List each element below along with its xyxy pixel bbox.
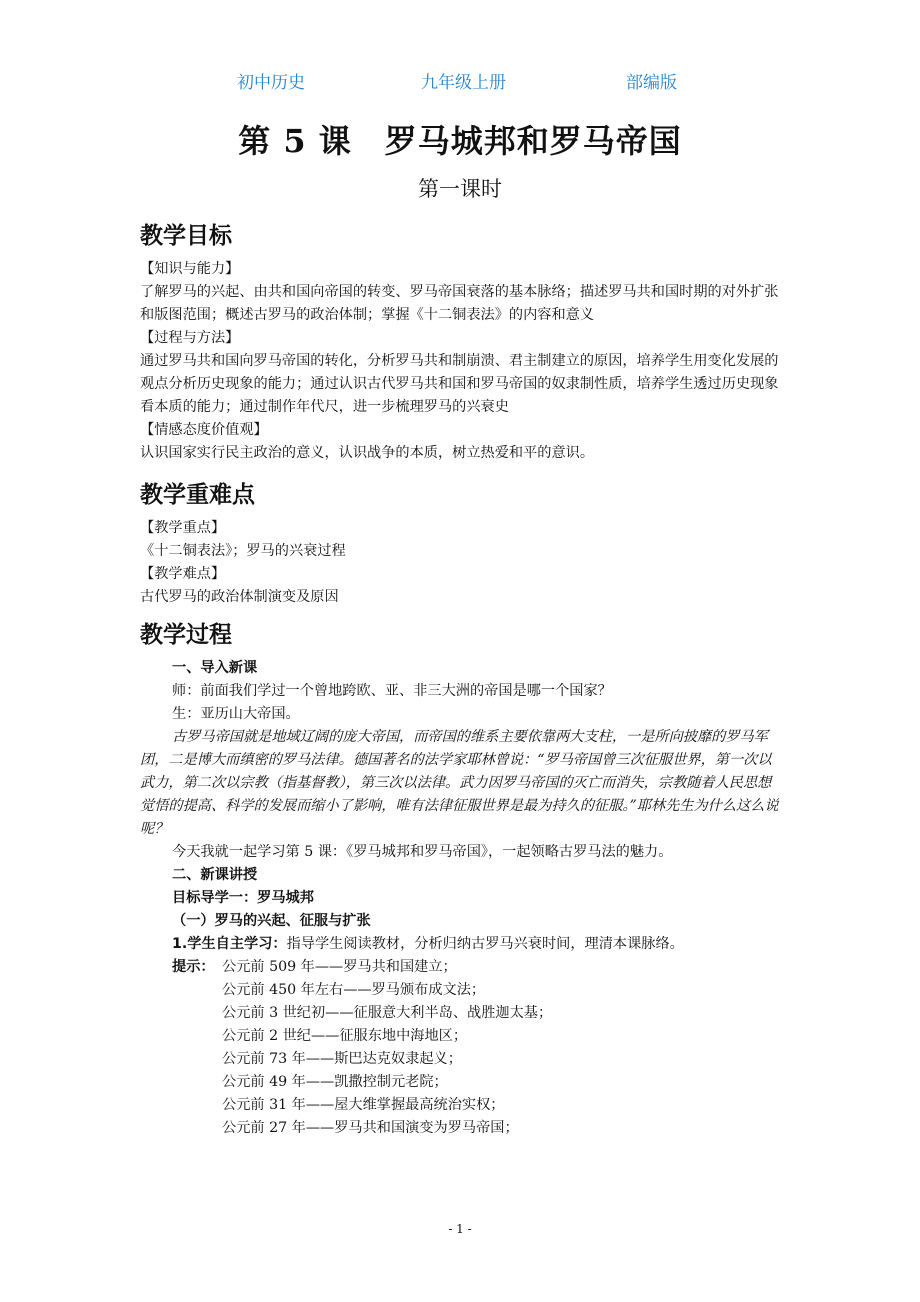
lesson-subtitle: 第一课时: [418, 177, 502, 201]
key-label: 【教学重点】: [140, 520, 226, 536]
intro-paragraph: 古罗马帝国就是地域辽阔的庞大帝国，而帝国的维系主要依靠两大支柱，一是所向披靡的罗马军团，二是博大而缜密的罗马法律。德国著名的法学家耶林曾说：“罗马帝国曾三次征服世界，第一次以武力，第二次以宗教（指基督教），第三次以法律。武力因罗马帝国的灭亡而消失，宗教随着人民思想觉悟的提高、科学的发展而缩小了影响，唯有法律征服世界是最为持久的征服。”耶林先生为什么这么说呢？: [140, 729, 779, 837]
student-line: 生：亚历山大帝国。: [172, 706, 300, 722]
emotion-label: 【情感态度价值观】: [140, 422, 268, 438]
emotion-text: 认识国家实行民主政治的意义，认识战争的本质，树立热爱和平的意识。: [140, 445, 595, 461]
key-text: 《十二铜表法》；罗马的兴衰过程: [140, 543, 346, 559]
key-points-heading: 教学重难点: [140, 482, 255, 508]
part1-title: 一、导入新课: [172, 660, 258, 676]
tip-label: 提示：: [172, 959, 215, 975]
header-subject: 初中历史: [237, 73, 305, 93]
header-grade: 九年级上册: [421, 73, 506, 93]
lesson-title: 第 5 课 罗马城邦和罗马帝国: [238, 122, 682, 160]
page-number: - 1 -: [448, 1222, 472, 1236]
part2-title: 二、新课讲授: [172, 867, 258, 883]
timeline-item: 公元前 73 年——斯巴达克奴隶起义；: [222, 1051, 462, 1067]
document-body: [140, 214, 780, 1140]
sub1-title: （一）罗马的兴起、征服与扩张: [172, 913, 371, 929]
header-edition: 部编版: [626, 73, 677, 93]
process-heading: 教学过程: [140, 622, 232, 648]
process-text: 通过罗马共和国向罗马帝国的转化，分析罗马共和制崩溃、君主制建立的原因，培养学生用变化发展的观点分析历史现象的能力；通过认识古代罗马共和国和罗马帝国的奴隶制性质，培养学生透过历史现象看本质的能力；通过制作年代尺，进一步梳理罗马的兴衰史: [140, 353, 779, 415]
knowledge-text: 了解罗马的兴起、由共和国向帝国的转变、罗马帝国衰落的基本脉络；描述罗马共和国时期的对外扩张和版图范围；概述古罗马的政治体制；掌握《十二铜表法》的内容和意义: [140, 284, 779, 323]
timeline-item: 公元前 27 年——罗马共和国演变为罗马帝国；: [222, 1120, 519, 1136]
timeline-item: 公元前 49 年——凯撒控制元老院；: [222, 1074, 448, 1090]
study-label: 1.学生自主学习：: [172, 936, 287, 952]
goal1-title: 目标导学一：罗马城邦: [172, 890, 314, 906]
study-line: [140, 933, 780, 956]
timeline-item: 公元前 450 年左右——罗马颁布成文法；: [222, 982, 486, 998]
timeline-item: 公元前 31 年——屋大维掌握最高统治实权；: [222, 1097, 505, 1113]
difficult-text: 古代罗马的政治体制演变及原因: [140, 589, 339, 605]
objectives-heading: 教学目标: [140, 223, 232, 249]
timeline-item: 公元前 509 年——罗马共和国建立；: [222, 959, 457, 975]
today-line: 今天我就一起学习第 5 课：《罗马城邦和罗马帝国》，一起领略古罗马法的魅力。: [172, 844, 673, 860]
timeline-list: [222, 956, 780, 1140]
teacher-line: 师：前面我们学过一个曾地跨欧、亚、非三大洲的帝国是哪一个国家？: [172, 683, 612, 699]
timeline-item: 公元前 3 世纪初——征服意大利半岛、战胜迦太基；: [222, 1005, 553, 1021]
timeline-item: 公元前 2 世纪——征服东地中海地区；: [222, 1028, 468, 1044]
study-text: 指导学生阅读教材，分析归纳古罗马兴衰时间，理清本课脉络。: [286, 936, 684, 952]
document-header: [0, 68, 920, 96]
process-label: 【过程与方法】: [140, 330, 240, 346]
difficult-label: 【教学难点】: [140, 566, 226, 582]
timeline-block: [140, 956, 780, 1140]
knowledge-label: 【知识与能力】: [140, 261, 240, 277]
